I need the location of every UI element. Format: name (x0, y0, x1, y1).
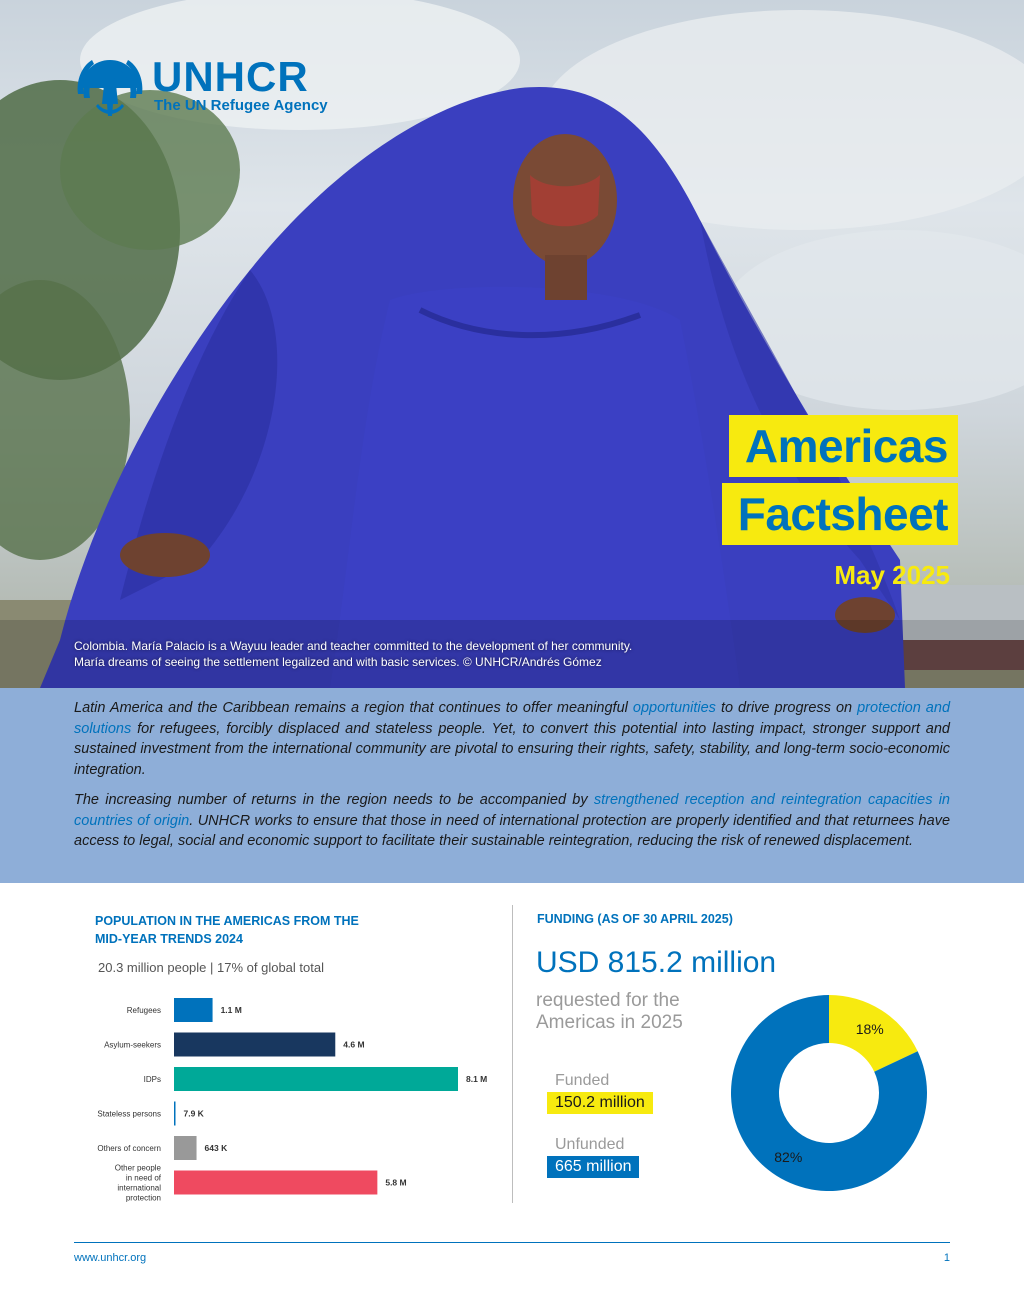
funded-label: Funded (555, 1072, 610, 1089)
logo-subtitle: The UN Refugee Agency (154, 97, 328, 114)
intro-text: . UNHCR works to ensure that those in need of international protection are properly identified and that returnees have access to legal, social and economic support to facilitate their sustainable reintegration, reducing the risk of renewed displacement. (74, 812, 951, 849)
unhcr-logo[interactable] (74, 54, 328, 118)
intro-text: The increasing number of returns in the region needs to be accompanied by (74, 792, 594, 808)
intro-text: to drive progress on (715, 700, 858, 716)
bar-category-label: Stateless persons (97, 1109, 161, 1119)
population-bar-chart (0, 990, 500, 1205)
opportunities-link[interactable]: opportunities (632, 700, 716, 716)
funding-title: FUNDING (AS OF 30 APRIL 2025) (537, 912, 733, 926)
bar-value-label: 8.1 M (466, 1074, 488, 1084)
intro-section (0, 688, 1024, 883)
bar-category-label: Other people in need of international protection (114, 1163, 161, 1203)
population-title: POPULATION IN THE AMERICAS FROM THE MID-YEAR TRENDS 2024 (95, 914, 359, 946)
funding-requested-text: requested for the Americas in 2025 (536, 990, 683, 1033)
bar-category-label: Refugees (126, 1006, 161, 1015)
bar-idps (174, 1067, 458, 1091)
reintegration-capacities-link[interactable]: strengthened reception and reintegration capacities in countries of origin (74, 792, 950, 829)
unhcr-emblem-icon (74, 54, 146, 118)
title-line-1: Americas (729, 415, 958, 477)
intro-paragraph-2 (74, 790, 950, 852)
footer-website-link[interactable]: www.unhcr.org (74, 1252, 147, 1264)
bar-value-label: 643 K (204, 1143, 228, 1153)
bar-value-label: 4.6 M (343, 1039, 365, 1050)
intro-text: Latin America and the Caribbean remains a region that continues to offer meaningful (74, 700, 633, 716)
bar-value-label: 1.1 M (220, 1005, 242, 1015)
unfunded-label: Unfunded (555, 1136, 625, 1153)
bar-asylum-seekers (174, 1033, 335, 1057)
intro-text: for refugees, forcibly displaced and stateless people. Yet, to convert this potential into lasting impact, stronger support and sustained investment from the international community are pivotal to ensuring their rights, safety, stability, and long-term socio-economic integration. (74, 720, 950, 778)
factsheet-date: May 2025 (834, 560, 950, 590)
intro-paragraph-1 (74, 698, 950, 780)
bar-category-label: Asylum-seekers (104, 1040, 161, 1050)
funded-value: 150.2 million (547, 1092, 653, 1114)
population-subtitle: 20.3 million people | 17% of global total (98, 960, 324, 975)
page-number: 1 (943, 1252, 950, 1264)
bar-value-label: 7.9 K (183, 1108, 204, 1119)
section-divider (512, 905, 513, 1203)
unfunded-value: 665 million (547, 1156, 639, 1178)
bar-others-of-concern (174, 1136, 197, 1160)
bar-category-label: Others of concern (97, 1144, 161, 1153)
bar-other-people-in-need-of-international-protection (174, 1171, 377, 1195)
photo-caption-line-1: Colombia. María Palacio is a Wayuu leader and teacher committed to the development of her community. (74, 639, 633, 653)
logo-name: UNHCR (152, 53, 309, 100)
photo-caption (74, 638, 632, 670)
title-line-2: Factsheet (722, 483, 958, 545)
funding-donut-chart (724, 988, 934, 1198)
bar-stateless-persons (174, 1102, 176, 1126)
donut-slice-label: 18% (855, 1020, 884, 1037)
bar-category-label: IDPs (143, 1075, 161, 1084)
bar-refugees (174, 998, 213, 1022)
donut-slice-label: 82% (774, 1149, 803, 1166)
funding-amount: USD 815.2 million (536, 946, 777, 979)
footer-divider (74, 1242, 950, 1243)
protection-solutions-link[interactable]: protection and solutions (74, 700, 951, 737)
photo-caption-line-2: María dreams of seeing the settlement legalized and with basic services. © UNHCR/Andrés Gómez (74, 655, 602, 669)
bar-value-label: 5.8 M (385, 1177, 407, 1188)
